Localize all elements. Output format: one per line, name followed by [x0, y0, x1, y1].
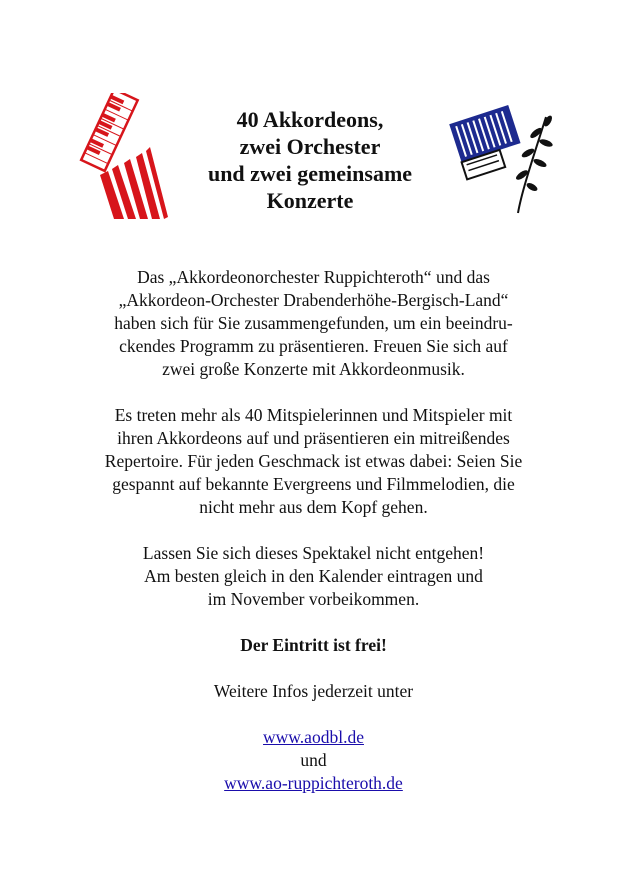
ao-ruppichteroth-link[interactable]: www.ao-ruppichteroth.de — [224, 773, 403, 793]
text-line: Repertoire. Für jeden Geschmack ist etwas dabei: Seien Sie — [104, 451, 523, 471]
red-accordion-keyboard-icon — [78, 93, 170, 221]
text-line: Es treten mehr als 40 Mitspielerinnen und Mitspieler mit — [114, 405, 513, 425]
players-paragraph — [40, 404, 587, 519]
invite-paragraph — [40, 542, 587, 611]
title-line: zwei Orchester — [239, 134, 381, 159]
text-line: Das „Akkordeonorchester Ruppichteroth“ und das — [137, 267, 490, 287]
page-title — [160, 106, 460, 214]
text-line: ckendes Programm zu präsentieren. Freuen Sie sich auf — [119, 336, 508, 356]
website-links — [40, 726, 587, 795]
text-line: Lassen Sie sich dieses Spektakel nicht entgehen! — [142, 543, 485, 563]
title-line: 40 Akkordeons, — [236, 107, 384, 132]
flyer-body — [40, 266, 587, 818]
link-connector: und — [300, 750, 327, 770]
text-line: ihren Akkordeons auf und präsentieren ein mitreißendes — [117, 428, 510, 448]
text-line: „Akkordeon-Orchester Drabenderhöhe-Bergisch-Land“ — [118, 290, 509, 310]
title-line: Konzerte — [266, 188, 354, 213]
intro-paragraph — [40, 266, 587, 381]
aodbl-link[interactable]: www.aodbl.de — [263, 727, 364, 747]
free-entry-notice: Der Eintritt ist frei! — [240, 635, 387, 655]
text-line: Am besten gleich in den Kalender eintragen und — [144, 566, 483, 586]
text-line: zwei große Konzerte mit Akkordeonmusik. — [162, 359, 465, 379]
text-line: nicht mehr aus dem Kopf gehen. — [199, 497, 428, 517]
text-line: haben sich für Sie zusammengefunden, um ein beeindru- — [114, 313, 513, 333]
text-line: im November vorbeikommen. — [207, 589, 420, 609]
text-line: gespannt auf bekannte Evergreens und Filmmelodien, die — [112, 474, 515, 494]
blue-accordion-with-branch-icon — [448, 95, 558, 215]
title-line: und zwei gemeinsame — [207, 161, 413, 186]
info-text: Weitere Infos jederzeit unter — [213, 681, 414, 701]
